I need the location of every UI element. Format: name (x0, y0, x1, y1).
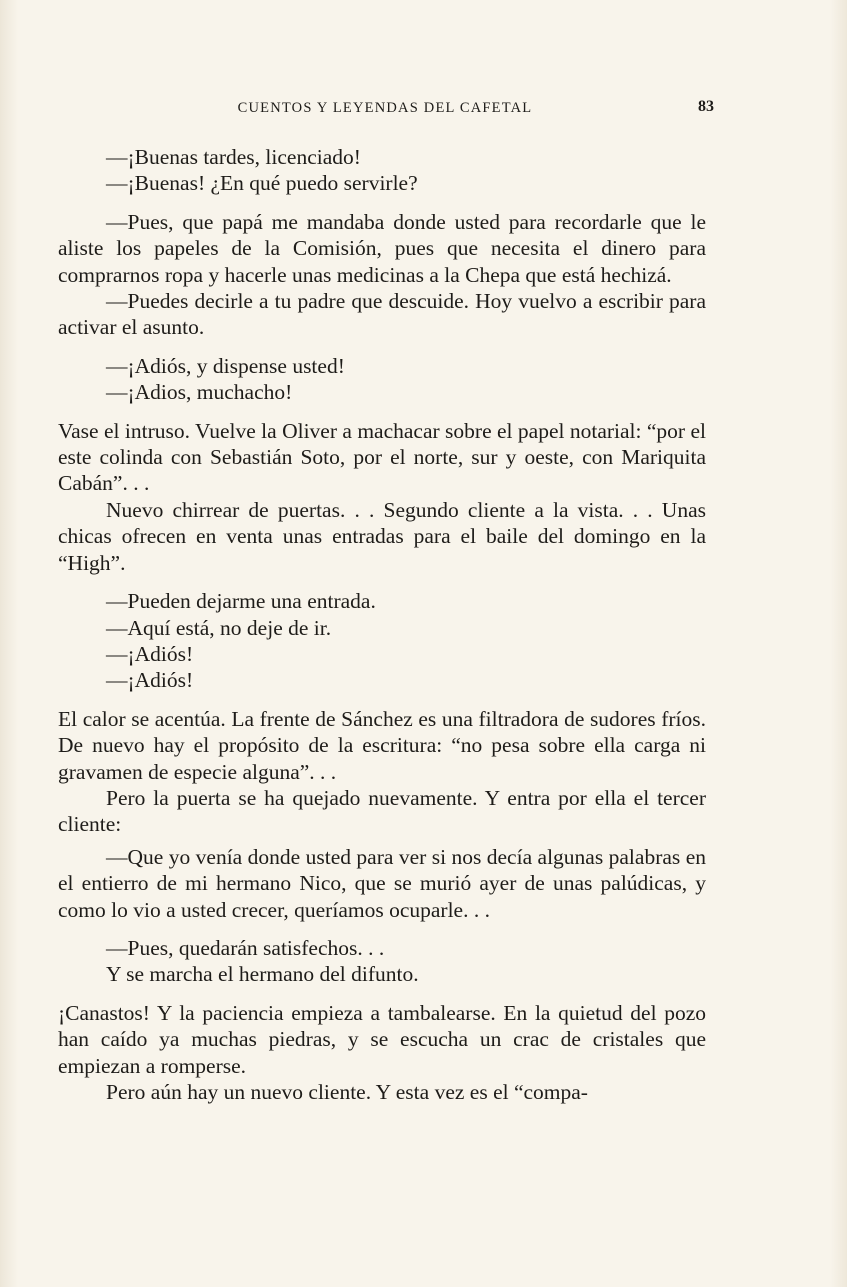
paragraph: —Que yo venía donde usted para ver si nos decía algunas palabras en el entierro de mi hermano Nico, que se murió ayer de unas palúdicas, y como lo vio a usted crecer, queríamos ocuparle. . . (58, 844, 706, 922)
paragraph: —Pues, que papá me mandaba donde usted para recordarle que le aliste los papeles de la Comisión, pues que necesita el dinero para comprarnos ropa y hacerle unas medicinas a la Chepa que está hechizá. (58, 209, 706, 287)
paragraph: ¡Canastos! Y la paciencia empieza a tambalearse. En la quietud del pozo han caído ya muchas piedras, y se escucha un crac de cristales que empiezan a romperse. (58, 1000, 706, 1078)
running-title: CUENTOS Y LEYENDAS DEL CAFETAL (237, 100, 533, 116)
paragraph: Y se marcha el hermano del difunto. (106, 962, 419, 987)
paragraph: —¡Adiós! (106, 668, 194, 693)
paragraph: Nuevo chirrear de puertas. . . Segundo cliente a la vista. . . Unas chicas ofrecen en venta unas entradas para el baile del domingo en la “High”. (58, 497, 706, 575)
paragraph: —¡Adiós, y dispense usted! (106, 353, 345, 378)
paragraph: Pero la puerta se ha quejado nuevamente. Y entra por ella el tercer cliente: (58, 785, 706, 837)
paragraph: —Puedes decirle a tu padre que descuide. Hoy vuelvo a escribir para activar el asunto. (58, 289, 706, 340)
paragraph: —¡Buenas! ¿En qué puedo servirle? (106, 171, 418, 196)
paragraph: Vase el intruso. Vuelve la Oliver a machacar sobre el papel notarial: “por el este colinda con Sebastián Soto, por el norte, sur y oeste, con Mariquita Cabán”. . . (58, 418, 706, 496)
paragraph: —Pues, quedarán satisfechos. . . (106, 935, 385, 960)
paragraph: Pero aún hay un nuevo cliente. Y esta vez es el “compa- (106, 1080, 588, 1104)
page-header (60, 98, 714, 122)
page-number: 83 (698, 98, 714, 115)
paragraph: —¡Adios, muchacho! (106, 380, 293, 405)
paragraph: El calor se acentúa. La frente de Sánchez es una filtradora de sudores fríos. De nuevo hay el propósito de la escritura: “no pesa sobre ella carga ni gravamen de especie alguna”. . . (58, 706, 706, 784)
paragraph: —¡Adiós! (106, 641, 194, 666)
page-body (58, 144, 706, 1105)
paragraph: —Pueden dejarme una entrada. (106, 589, 376, 614)
paragraph: —Aquí está, no deje de ir. (106, 615, 332, 640)
paragraph: —¡Buenas tardes, licenciado! (106, 145, 361, 169)
